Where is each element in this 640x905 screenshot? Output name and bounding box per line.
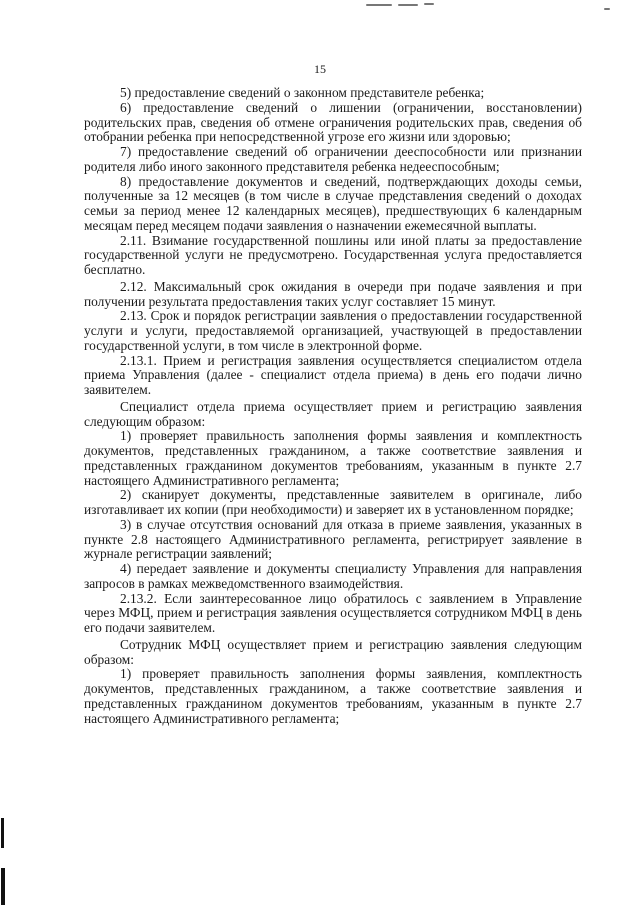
list-item: 1) проверяет правильность заполнения формы заявления, комплектность документов, представленных гражданином, а также соответствие заявления и представленных гражданином документов требованиям, указанным в пункте 2.7 настоящего Административного регламента; [84,666,582,726]
list-item: 4) передает заявление и документы специалисту Управления для направления запросов в рамках межведомственного взаимодействия. [84,561,582,591]
paragraph: 2.13.2. Если заинтересованное лицо обратилось с заявлением в Управление через МФЦ, прием и регистрация заявления осуществляется сотрудником МФЦ в день его подачи заявителем. [84,590,582,635]
paragraph: Специалист отдела приема осуществляет прием и регистрацию заявления следующим образом: [84,398,582,429]
list-item: 1) проверяет правильность заполнения формы заявления и комплектность документов, представленных гражданином, а также соответствие заявления и представленных гражданином документов требованиям, указанным в пункте 2.7 настоящего Административного регламента; [84,428,582,488]
paragraph: 6) предоставление сведений о лишении (ограничении, восстановлении) родительских прав, сведения об отмене ограничения родительских прав, сведения об отобрании ребенка при непосредственной угрозе его жизни или здоровью; [84,99,582,145]
page-body [84,86,582,726]
list-item: 3) в случае отсутствия оснований для отказа в приеме заявления, указанных в пункте 2.8 настоящего Административного регламента, регистрирует заявление в журнале регистрации заявлений; [84,516,582,562]
paragraph: 2.12. Максимальный срок ожидания в очереди при подаче заявления и при получении результата предоставления таких услуг составляет 15 минут. [84,278,582,309]
paragraph: Сотрудник МФЦ осуществляет прием и регистрацию заявления следующим образом: [84,636,582,667]
paragraph: 2.13. Срок и порядок регистрации заявления о предоставлении государственной услуги и услуги, предоставляемой организацией, участвующей в предоставлении государственной услуги, в том числе в электронной форме. [84,308,582,353]
scan-artifact [424,3,434,5]
paragraph: 2.11. Взимание государственной пошлины или иной платы за предоставление государственной услуги не предусмотрено. Государственная услуга предоставляется бесплатно. [84,232,582,277]
scan-artifact [398,4,418,6]
list-item: 2) сканирует документы, представленные заявителем в оригинале, либо изготавливает их копии (при необходимости) и заверяет их в установленном порядке; [84,487,582,517]
paragraph: 5) предоставление сведений о законном представителе ребенка; [120,85,485,100]
paragraph: 8) предоставление документов и сведений, подтверждающих доходы семьи, полученные за 12 месяцев (в том числе в случае представления сведений о доходах семьи за период менее 12 календарных месяцев), предшествующих 6 календарным месяцам перед месяцем подачи заявления о назначении ежемесячной выплаты. [84,173,582,233]
scan-artifact [604,8,610,10]
paragraph: 7) предоставление сведений об ограничении дееспособности или признании родителя либо иного законного представителя ребенка недееспособным; [84,144,582,174]
paragraph: 2.13.1. Прием и регистрация заявления осуществляется специалистом отдела приема Управления (далее - специалист отдела приема) в день его подачи лично заявителем. [84,352,582,397]
scan-artifact [366,4,392,6]
scan-edge-mark [1,818,4,848]
page-number: 15 [314,62,326,76]
scan-edge-mark [1,868,5,905]
